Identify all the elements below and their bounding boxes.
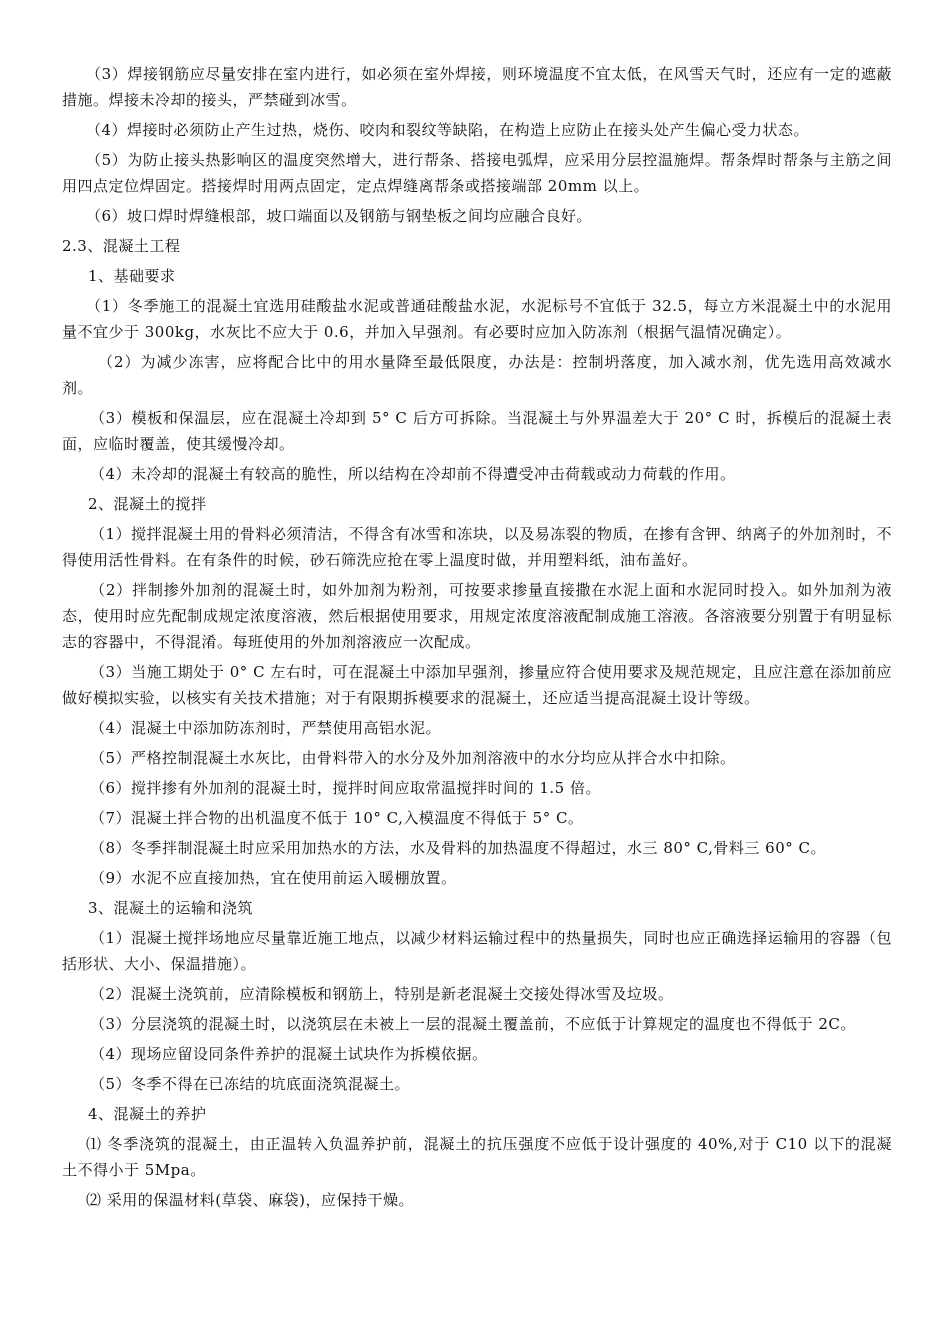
paragraph-welding-3: （3）焊接钢筋应尽量安排在室内进行，如必须在室外焊接，则环境温度不宜太低，在风雪天气时，还应有一定的遮蔽措施。焊接未冷却的接头，严禁碰到冰雪。	[62, 65, 892, 109]
paragraph-welding-6: （6）坡口焊时焊缝根部，坡口端面以及钢筋与钢垫板之间均应融合良好。	[86, 207, 593, 225]
paragraph-basic-4: （4）未冷却的混凝土有较高的脆性，所以结构在冷却前不得遭受冲击荷载或动力荷载的作用。	[90, 465, 736, 483]
subsection-heading-transport: 3、混凝土的运输和浇筑	[88, 899, 254, 917]
subsection-heading-basic: 1、基础要求	[88, 267, 176, 285]
section-heading-concrete: 2.3、混凝土工程	[62, 237, 181, 255]
paragraph-basic-2: （2）为减少冻害，应将配合比中的用水量降至最低限度，办法是：控制坍落度，加入减水剂，优先选用高效减水剂。	[62, 353, 892, 397]
paragraph-transport-4: （4）现场应留设同条件养护的混凝土试块作为拆模依据。	[90, 1045, 488, 1063]
paragraph-transport-2: （2）混凝土浇筑前，应清除模板和钢筋上，特别是新老混凝土交接处得冰雪及垃圾。	[90, 985, 674, 1003]
paragraph-mixing-5: （5）严格控制混凝土水灰比，由骨料带入的水分及外加剂溶液中的水分均应从拌合水中扣除。	[90, 749, 736, 767]
paragraph-welding-4: （4）焊接时必须防止产生过热，烧伤、咬肉和裂纹等缺陷，在构造上应防止在接头处产生偏心受力状态。	[86, 121, 810, 139]
paragraph-mixing-8: （8）冬季拌制混凝土时应采用加热水的方法，水及骨料的加热温度不得超过，水三 80° C,骨料三 60° C。	[90, 839, 826, 857]
paragraph-mixing-1: （1）搅拌混凝土用的骨料必须清洁，不得含有冰雪和冻块，以及易冻裂的物质，在掺有含钾、纳离子的外加剂时，不得使用活性骨料。在有条件的时候，砂石筛洗应抢在零上温度时做，并用塑料纸，油布盖好。	[62, 525, 892, 569]
paragraph-welding-5: （5）为防止接头热影响区的温度突然增大，进行帮条、搭接电弧焊，应采用分层控温施焊。帮条焊时帮条与主筋之间用四点定位焊固定。搭接焊时用两点固定，定点焊缝离帮条或搭接端部 20mm 以上。	[62, 151, 892, 195]
subsection-heading-mixing: 2、混凝土的搅拌	[88, 495, 207, 513]
paragraph-basic-3: （3）模板和保温层，应在混凝土冷却到 5° C 后方可拆除。当混凝土与外界温差大于 20° C 时，拆模后的混凝土表面，应临时覆盖，使其缓慢冷却。	[62, 409, 892, 453]
subsection-heading-curing: 4、混凝土的养护	[88, 1105, 207, 1123]
document-page	[62, 61, 892, 1217]
paragraph-mixing-9: （9）水泥不应直接加热，宜在使用前运入暖棚放置。	[90, 869, 457, 887]
paragraph-curing-2: ⑵ 采用的保温材料(草袋、麻袋)，应保持干燥。	[86, 1191, 414, 1209]
paragraph-mixing-7: （7）混凝土拌合物的出机温度不低于 10° C,入模温度不得低于 5° C。	[90, 809, 584, 827]
paragraph-transport-1: （1）混凝土搅拌场地应尽量靠近施工地点，以减少材料运输过程中的热量损失，同时也应正确选择运输用的容器（包括形状、大小、保温措施）。	[62, 929, 892, 973]
paragraph-curing-1: ⑴ 冬季浇筑的混凝土，由正温转入负温养护前，混凝土的抗压强度不应低于设计强度的 40%,对于 C10 以下的混凝土不得小于 5Mpa。	[62, 1135, 892, 1179]
paragraph-transport-5: （5）冬季不得在已冻结的坑底面浇筑混凝土。	[90, 1075, 411, 1093]
paragraph-mixing-3: （3）当施工期处于 0° C 左右时，可在混凝土中添加早强剂，掺量应符合使用要求及规范规定，且应注意在添加前应做好模拟实验，以核实有关技术措施；对于有限期拆模要求的混凝土，还应适当提高混凝土设计等级。	[62, 663, 892, 707]
paragraph-mixing-6: （6）搅拌掺有外加剂的混凝土时，搅拌时间应取常温搅拌时间的 1.5 倍。	[90, 779, 601, 797]
paragraph-transport-3: （3）分层浇筑的混凝土时，以浇筑层在未被上一层的混凝土覆盖前，不应低于计算规定的温度也不得低于 2C。	[90, 1015, 856, 1033]
paragraph-mixing-2: （2）拌制掺外加剂的混凝土时，如外加剂为粉剂，可按要求掺量直接撒在水泥上面和水泥同时投入。如外加剂为液态，使用时应先配制成规定浓度溶液，然后根据使用要求，用规定浓度溶液配制成施工溶液。各溶液要分别置于有明显标志的容器中，不得混淆。每班使用的外加剂溶液应一次配成。	[62, 581, 892, 651]
paragraph-mixing-4: （4）混凝土中添加防冻剂时，严禁使用高铝水泥。	[90, 719, 442, 737]
paragraph-basic-1: （1）冬季施工的混凝土宜选用硅酸盐水泥或普通硅酸盐水泥，水泥标号不宜低于 32.5，每立方米混凝土中的水泥用量不宜少于 300kg，水灰比不应大于 0.6，并加入早强剂。有必要时应加入防冻剂（根据气温情况确定）。	[62, 297, 892, 341]
